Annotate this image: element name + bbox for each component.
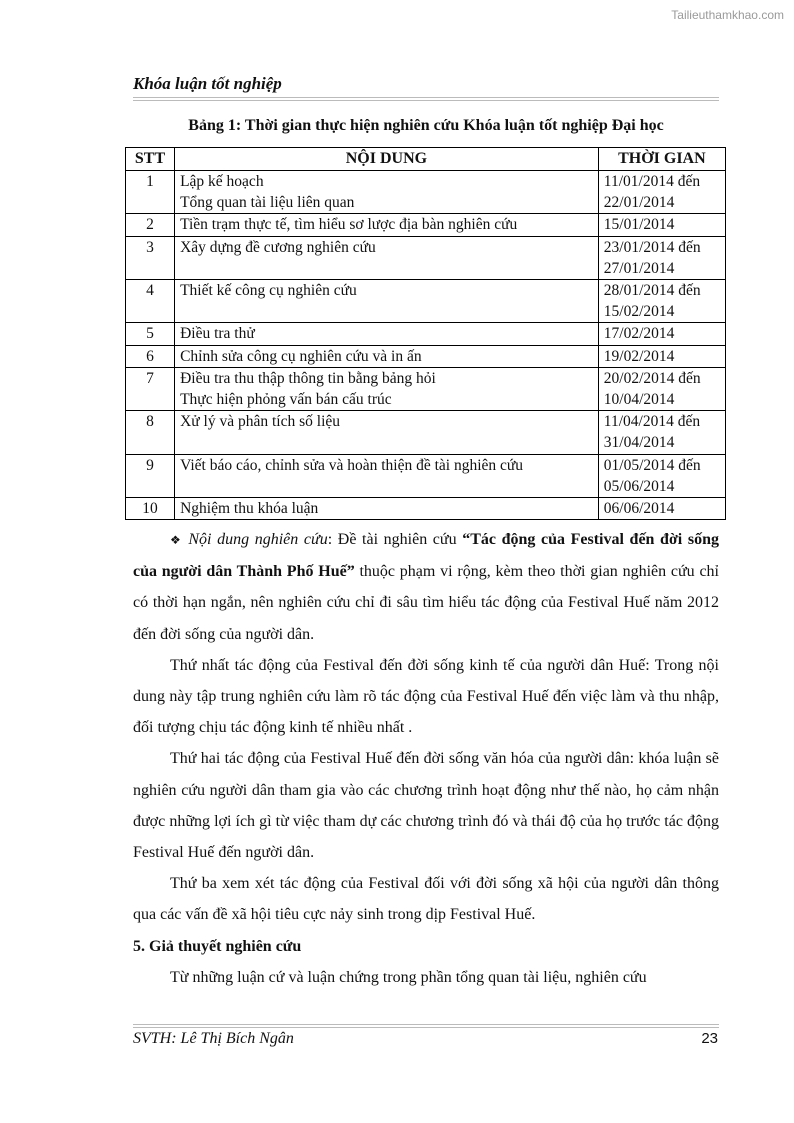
cell-time-line: 15/01/2014 — [603, 216, 675, 234]
cell-time-line: 23/01/2014 đến — [603, 238, 701, 256]
cell-content — [175, 171, 599, 214]
table-row — [126, 411, 726, 454]
cell-content-line: Chỉnh sửa công cụ nghiên cứu và in ấn — [180, 347, 422, 365]
cell-time — [598, 171, 725, 214]
cell-content — [175, 498, 599, 520]
cell-time — [598, 345, 725, 367]
cell-time-line: 06/06/2014 — [603, 500, 675, 518]
table-caption: Bảng 1: Thời gian thực hiện nghiên cứu Khóa luận tốt nghiệp Đại học — [188, 117, 664, 134]
footer-author: SVTH: Lê Thị Bích Ngân — [133, 1030, 294, 1047]
section-heading: 5. Giả thuyết nghiên cứu — [133, 937, 302, 955]
cell-content-line: Thiết kế công cụ nghiên cứu — [180, 282, 357, 300]
table-row — [126, 280, 726, 323]
cell-content-line: Lập kế hoạch — [180, 173, 264, 190]
research-topic-title: “Tác động của Festival đến đời sống của người dân Thành Phố Huế” — [133, 531, 719, 581]
cell-stt: 2 — [126, 214, 175, 236]
table-row — [126, 214, 726, 236]
cell-time — [598, 411, 725, 454]
header-divider — [133, 97, 719, 98]
cell-time-line: 05/06/2014 — [603, 477, 675, 495]
cell-content — [175, 367, 599, 410]
cell-time — [598, 280, 725, 323]
cell-stt: 4 — [126, 280, 175, 323]
cell-stt: 3 — [126, 236, 175, 279]
research-content-label: Nội dung nghiên cứu — [188, 531, 328, 548]
page-number: 23 — [701, 1030, 718, 1047]
cell-time-line: 15/02/2014 — [603, 303, 675, 321]
cell-time — [598, 367, 725, 410]
cell-content — [175, 345, 599, 367]
cell-content — [175, 214, 599, 236]
table-row — [126, 454, 726, 497]
schedule-table — [125, 147, 726, 520]
cell-stt: 6 — [126, 345, 175, 367]
cell-content-line: Xử lý và phân tích số liệu — [180, 413, 341, 431]
cell-content — [175, 236, 599, 279]
cell-time-line: 20/02/2014 đến — [603, 369, 701, 387]
page-header-title: Khóa luận tốt nghiệp — [133, 74, 282, 93]
cell-time — [598, 498, 725, 520]
table-row — [126, 498, 726, 520]
diamond-bullet-icon: ❖ — [170, 533, 183, 547]
cell-time-line: 11/01/2014 đến — [603, 173, 701, 190]
cell-time-line: 31/04/2014 — [603, 434, 675, 452]
paragraph-research-content — [133, 524, 719, 650]
cell-stt: 9 — [126, 454, 175, 497]
cell-time-line: 19/02/2014 — [603, 347, 675, 365]
cell-content-line: Điều tra thử — [180, 325, 255, 343]
cell-time-line: 10/04/2014 — [603, 391, 675, 409]
table-row — [126, 236, 726, 279]
body-text — [133, 524, 719, 993]
cell-stt: 5 — [126, 323, 175, 345]
cell-stt: 7 — [126, 367, 175, 410]
column-header-stt: STT — [126, 148, 175, 171]
cell-time — [598, 236, 725, 279]
cell-stt: 10 — [126, 498, 175, 520]
cell-stt: 8 — [126, 411, 175, 454]
footer-divider-secondary — [133, 1027, 719, 1028]
cell-time — [598, 454, 725, 497]
cell-content-line: Viết báo cáo, chỉnh sửa và hoàn thiện đề tài nghiên cứu — [180, 456, 524, 474]
cell-time — [598, 323, 725, 345]
table-row — [126, 367, 726, 410]
column-header-content: NỘI DUNG — [175, 148, 599, 171]
column-header-time: THỜI GIAN — [598, 148, 725, 171]
research-content-intro: : Đề tài nghiên cứu — [327, 531, 463, 548]
cell-content-line: Xây dựng đề cương nghiên cứu — [180, 238, 376, 256]
research-content-rest: thuộc phạm vi rộng, kèm theo thời gian nghiên cứu chỉ có thời hạn ngắn, nên nghiên cứu chỉ đi sâu tìm hiểu tác động của Festival Huế năm 2012 đến đời sống của người dân. — [133, 563, 720, 643]
cell-time-line: 28/01/2014 đến — [603, 282, 701, 300]
cell-time-line: 17/02/2014 — [603, 325, 675, 343]
table-row — [126, 323, 726, 345]
cell-time-line: 22/01/2014 — [603, 194, 675, 212]
cell-content — [175, 454, 599, 497]
cell-content-line: Nghiệm thu khóa luận — [180, 500, 319, 518]
cell-time-line: 01/05/2014 đến — [603, 456, 701, 474]
watermark: Tailieuthamkhao.com — [671, 8, 784, 22]
cell-stt: 1 — [126, 171, 175, 214]
table-body — [126, 171, 726, 520]
paragraph-hypothesis-intro: Từ những luận cứ và luận chứng trong phần tổng quan tài liệu, nghiên cứu — [170, 968, 647, 986]
paragraph-cultural-impact: Thứ hai tác động của Festival Huế đến đời sống văn hóa của người dân: khóa luận sẽ nghiên cứu người dân tham gia vào các chương trình hoạt động như thế nào, họ cảm nhận được những lợi ích gì từ việc tham dự các chương trình đó và thái độ của họ trước tác động Festival Huế đến người dân. — [133, 750, 719, 862]
footer-divider — [133, 1024, 719, 1025]
cell-content — [175, 411, 599, 454]
header-divider-secondary — [133, 100, 719, 101]
table-header-row — [126, 148, 726, 171]
paragraph-social-impact: Thứ ba xem xét tác động của Festival đối với đời sống xã hội của người dân thông qua các vấn đề xã hội tiêu cực nảy sinh trong dịp Festival Huế. — [133, 875, 719, 924]
cell-content-line: Thực hiện phỏng vấn bán cấu trúc — [180, 391, 392, 409]
table-row — [126, 171, 726, 214]
cell-content-line: Tiền trạm thực tế, tìm hiểu sơ lược địa bàn nghiên cứu — [180, 216, 518, 234]
cell-time-line: 11/04/2014 đến — [603, 413, 701, 431]
table-row — [126, 345, 726, 367]
cell-content-line: Điều tra thu thập thông tin bằng bảng hỏi — [180, 369, 436, 387]
cell-content — [175, 323, 599, 345]
cell-content-line: Tổng quan tài liệu liên quan — [180, 194, 355, 212]
cell-time-line: 27/01/2014 — [603, 259, 675, 277]
cell-content — [175, 280, 599, 323]
paragraph-economic-impact: Thứ nhất tác động của Festival đến đời sống kinh tế của người dân Huế: Trong nội dung này tập trung nghiên cứu làm rõ tác động của Festival Huế đến việc làm và thu nhập, đối tượng chịu tác động kinh tế nhiều nhất . — [133, 656, 719, 737]
cell-time — [598, 214, 725, 236]
